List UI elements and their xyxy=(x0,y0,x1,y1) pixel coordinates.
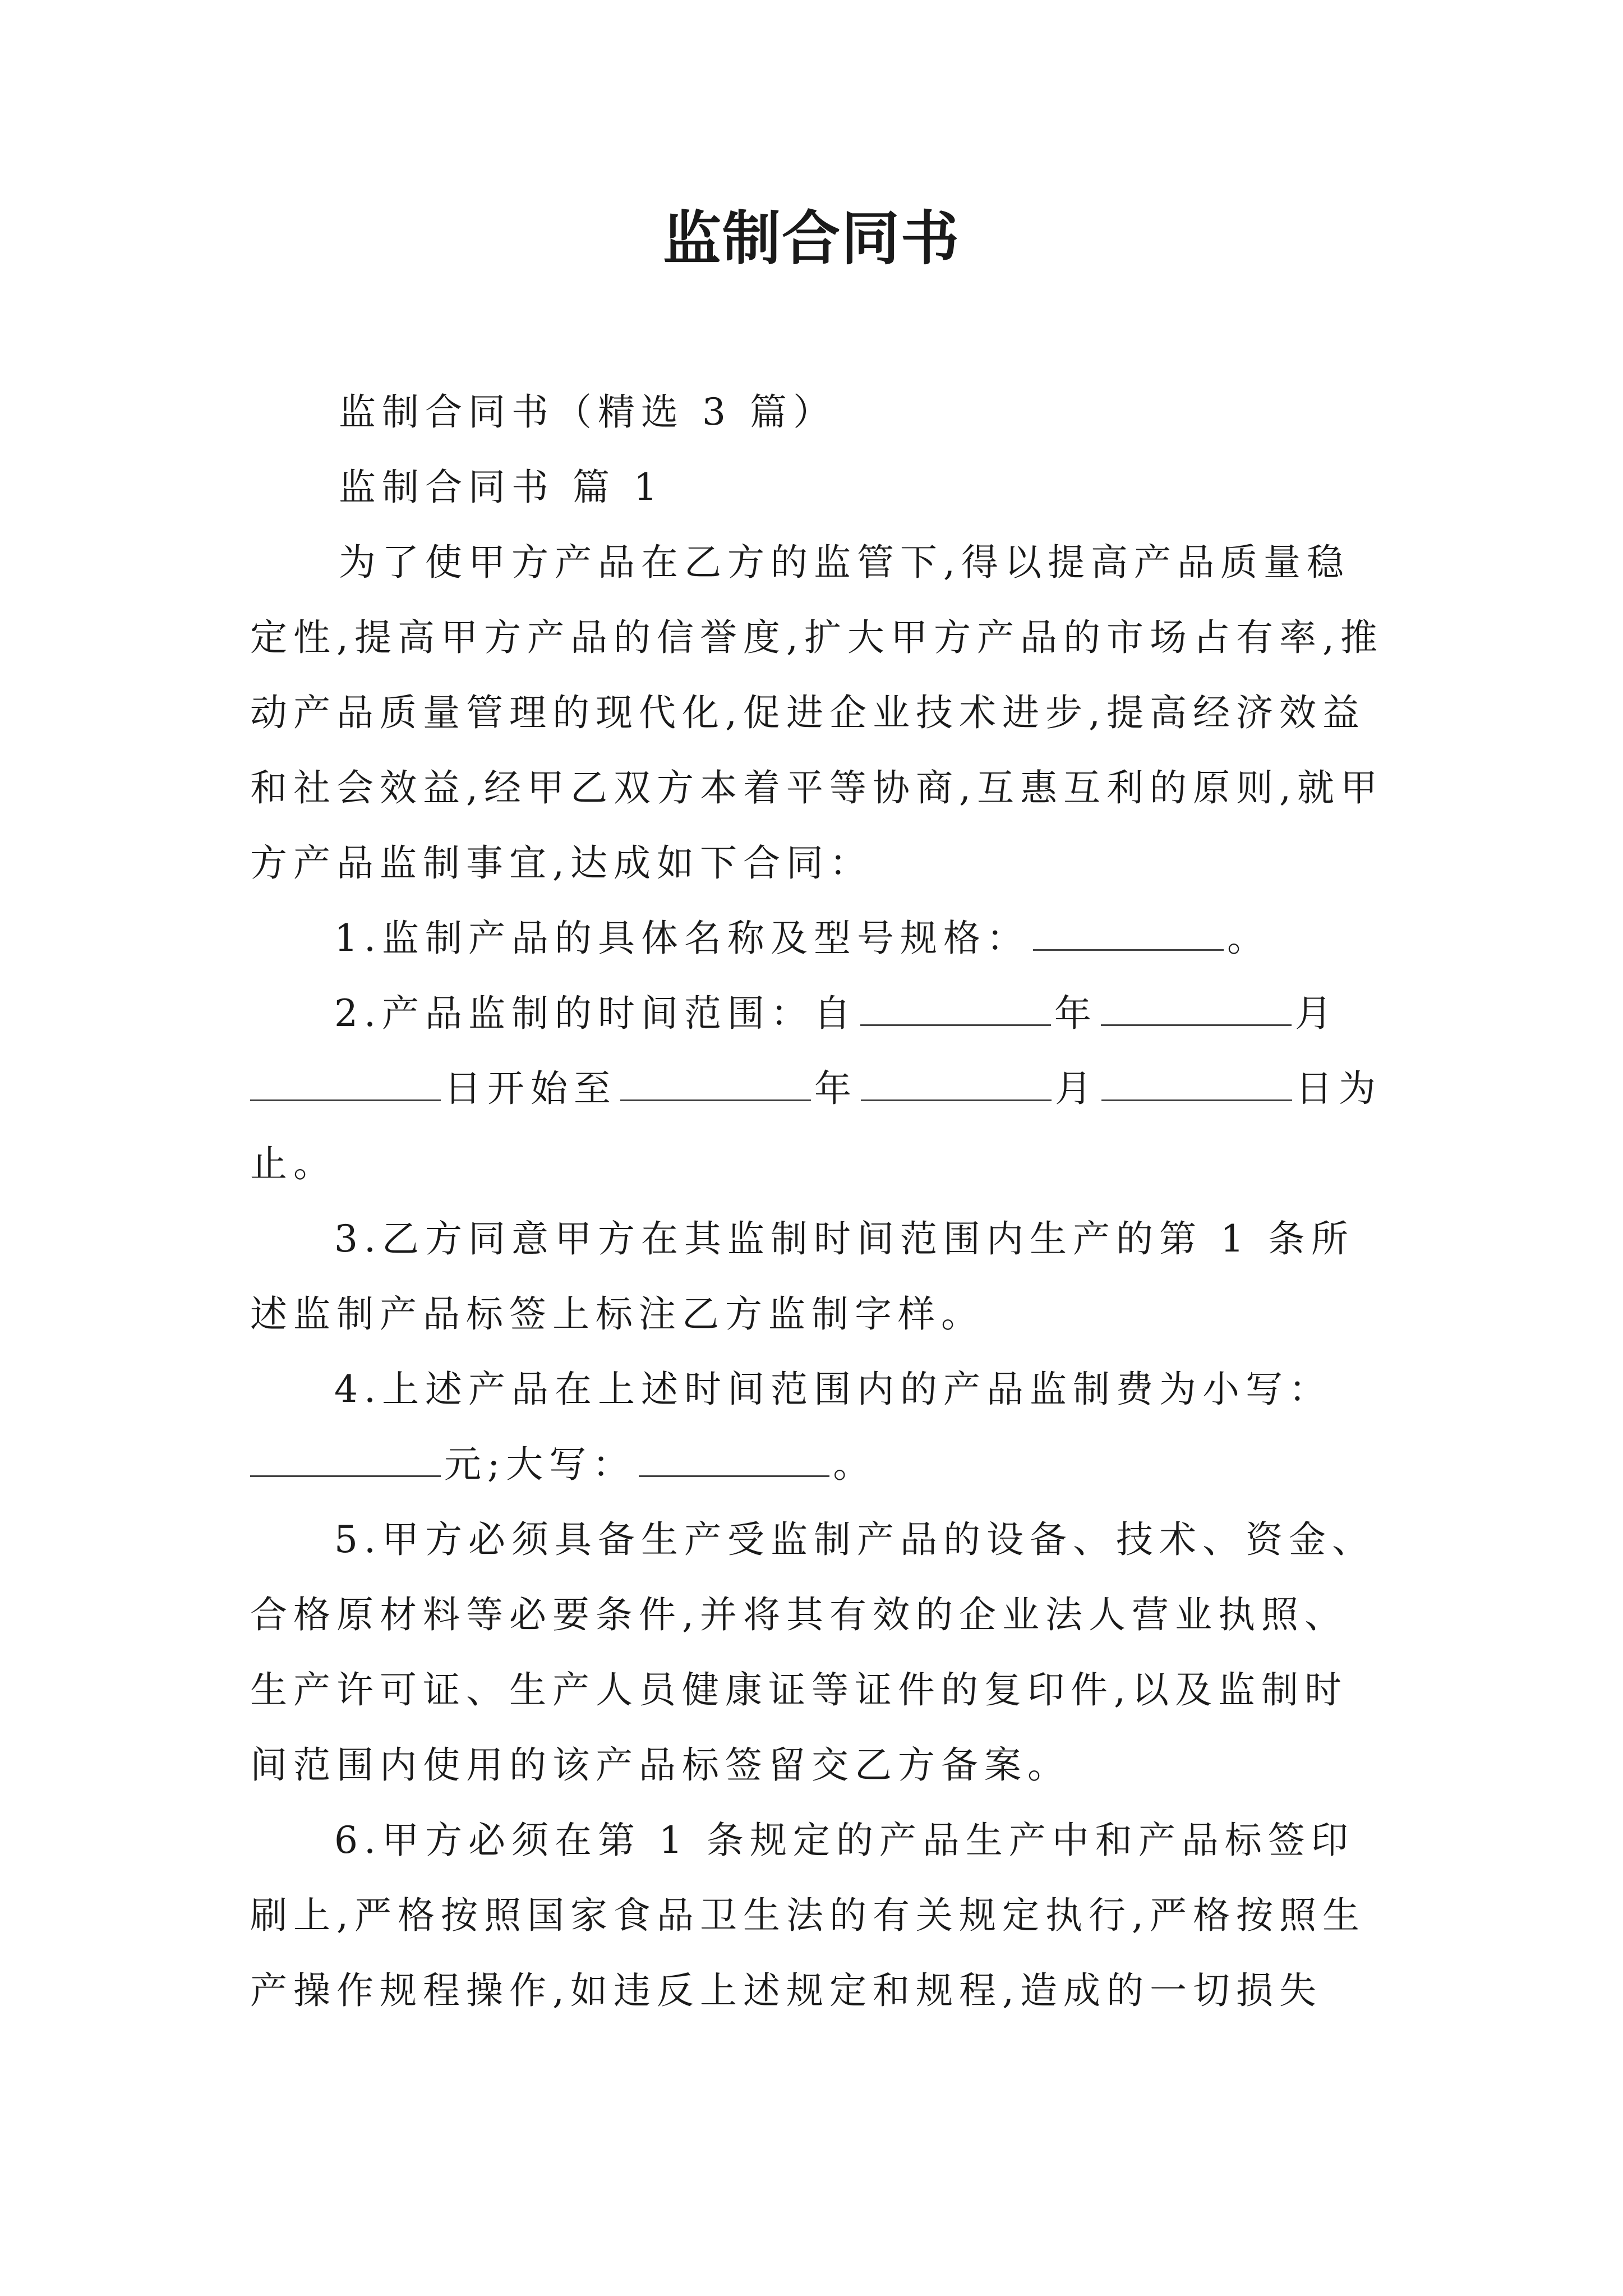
clause-4-suffix: 。 xyxy=(833,1443,877,1486)
clause-2-end-month-label: 月 xyxy=(1055,1067,1098,1110)
end-day-blank xyxy=(1101,1098,1292,1101)
fee-uppercase-blank xyxy=(639,1474,829,1477)
start-year-blank xyxy=(860,1023,1051,1026)
product-name-blank xyxy=(1033,948,1224,951)
clause-2-end-label: 日为止。 xyxy=(250,1067,1382,1185)
clause-4-mid: 元;大写： xyxy=(444,1443,636,1486)
clause-2-text: 2.产品监制的时间范围：自 xyxy=(334,992,857,1035)
document-body xyxy=(250,375,1389,2028)
start-day-blank xyxy=(250,1098,441,1101)
clause-5: 5.甲方必须具备生产受监制产品的设备、技术、资金、合格原材料等必要条件,并将其有效的企业法人营业执照、生产许可证、生产人员健康证等证件的复印件,以及监制时间范围内使用的该产品标签留交乙方备案。 xyxy=(250,1518,1375,1787)
clause-1-text: 1.监制产品的具体名称及型号规格： xyxy=(334,917,1030,960)
clause-4-text: 4.上述产品在上述时间范围内的产品监制费为小写： xyxy=(334,1368,1332,1411)
document-subtitle: 监制合同书（精选 3 篇） xyxy=(339,390,836,434)
clause-2-end-year-label: 年 xyxy=(814,1067,857,1110)
clause-2 xyxy=(250,976,1389,1202)
start-month-blank xyxy=(1101,1023,1292,1026)
end-year-blank xyxy=(620,1098,811,1101)
clause-2-day-label: 日开始至 xyxy=(444,1067,617,1110)
clause-2-year-label: 年 xyxy=(1054,992,1098,1035)
end-month-blank xyxy=(861,1098,1052,1101)
clause-1 xyxy=(250,901,1389,976)
fee-lowercase-blank xyxy=(250,1474,441,1477)
clause-4 xyxy=(250,1352,1389,1502)
clause-6: 6.甲方必须在第 1 条规定的产品生产中和产品标签印刷上,严格按照国家食品卫生法的有关规定执行,严格按照生产操作规程操作,如违反上述规定和规程,造成的一切损失 xyxy=(250,1819,1366,2012)
clause-3: 3.乙方同意甲方在其监制时间范围内生产的第 1 条所述监制产品标签上标注乙方监制字样。 xyxy=(250,1217,1354,1336)
intro-paragraph: 为了使甲方产品在乙方的监管下,得以提高产品质量稳定性,提高甲方产品的信誉度,扩大甲方产品的市场占有率,推动产品质量管理的现代化,促进企业技术进步,提高经济效益和社会效益,经甲乙双方本着平等协商,互惠互利的原则,就甲方产品监制事宜,达成如下合同： xyxy=(250,541,1384,885)
document-title: 监制合同书 xyxy=(662,204,960,273)
clause-1-suffix: 。 xyxy=(1227,917,1270,960)
section-heading: 监制合同书 篇 1 xyxy=(339,466,663,509)
clause-2-month-label: 月 xyxy=(1294,992,1338,1035)
